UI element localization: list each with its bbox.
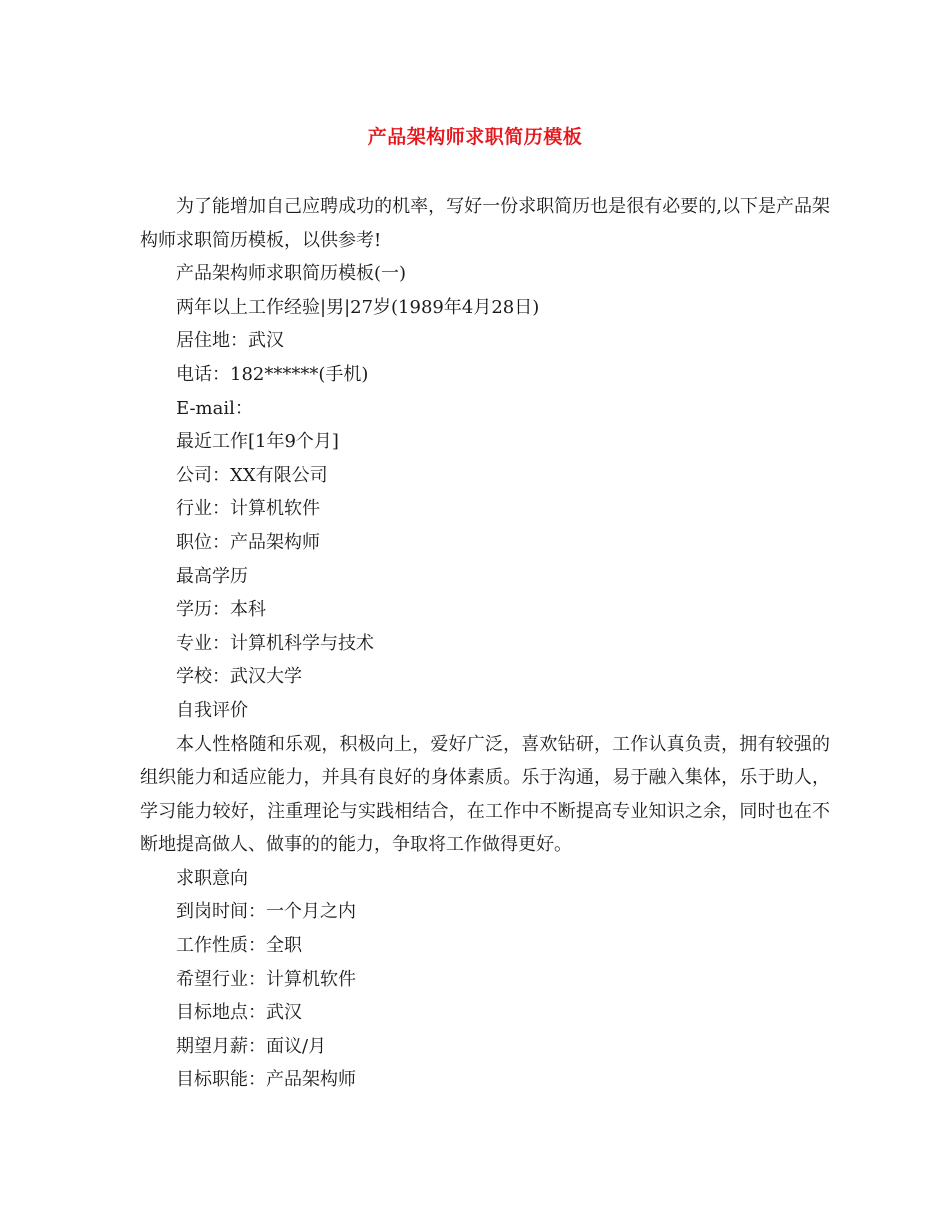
resume-heading: 产品架构师求职简历模板(一) bbox=[176, 263, 407, 285]
expected-salary-line: 期望月薪：面议/月 bbox=[176, 1035, 327, 1057]
phone-line: 电话：182******(手机) bbox=[176, 363, 369, 385]
availability-line: 到岗时间：一个月之内 bbox=[176, 901, 356, 923]
position-line: 职位：产品架构师 bbox=[176, 531, 320, 553]
job-intention-heading: 求职意向 bbox=[176, 867, 248, 889]
company-line: 公司：XX有限公司 bbox=[176, 464, 328, 486]
email-line: E-mail： bbox=[176, 397, 253, 419]
job-type-line: 工作性质：全职 bbox=[176, 935, 302, 957]
document-body bbox=[140, 190, 830, 1097]
residence-line: 居住地：武汉 bbox=[176, 330, 284, 352]
experience-summary: 两年以上工作经验|男|27岁(1989年4月28日) bbox=[176, 296, 540, 318]
document-title: 产品架构师求职简历模板 bbox=[367, 126, 583, 148]
target-function-line: 目标职能：产品架构师 bbox=[176, 1069, 356, 1091]
education-heading: 最高学历 bbox=[176, 565, 248, 587]
desired-industry-line: 希望行业：计算机软件 bbox=[176, 968, 356, 990]
industry-line: 行业：计算机软件 bbox=[176, 498, 320, 520]
self-evaluation-paragraph: 本人性格随和乐观，积极向上，爱好广泛，喜欢钻研，工作认真负责，拥有较强的组织能力和适应能力，并具有良好的身体素质。乐于沟通，易于融入集体，乐于助人，学习能力较好，注重理论与实践相结合，在工作中不断提高专业知识之余，同时也在不断地提高做人、做事的的能力，争取将工作做得更好。 bbox=[140, 733, 830, 856]
school-line: 学校：武汉大学 bbox=[176, 666, 302, 688]
recent-work-heading: 最近工作[1年9个月] bbox=[176, 431, 339, 453]
degree-line: 学历：本科 bbox=[176, 599, 266, 621]
intro-paragraph: 为了能增加自己应聘成功的机率，写好一份求职简历也是很有必要的,以下是产品架构师求职简历模板，以供参考! bbox=[140, 196, 830, 251]
major-line: 专业：计算机科学与技术 bbox=[176, 632, 374, 654]
self-evaluation-heading: 自我评价 bbox=[176, 699, 248, 721]
target-location-line: 目标地点：武汉 bbox=[176, 1002, 302, 1024]
